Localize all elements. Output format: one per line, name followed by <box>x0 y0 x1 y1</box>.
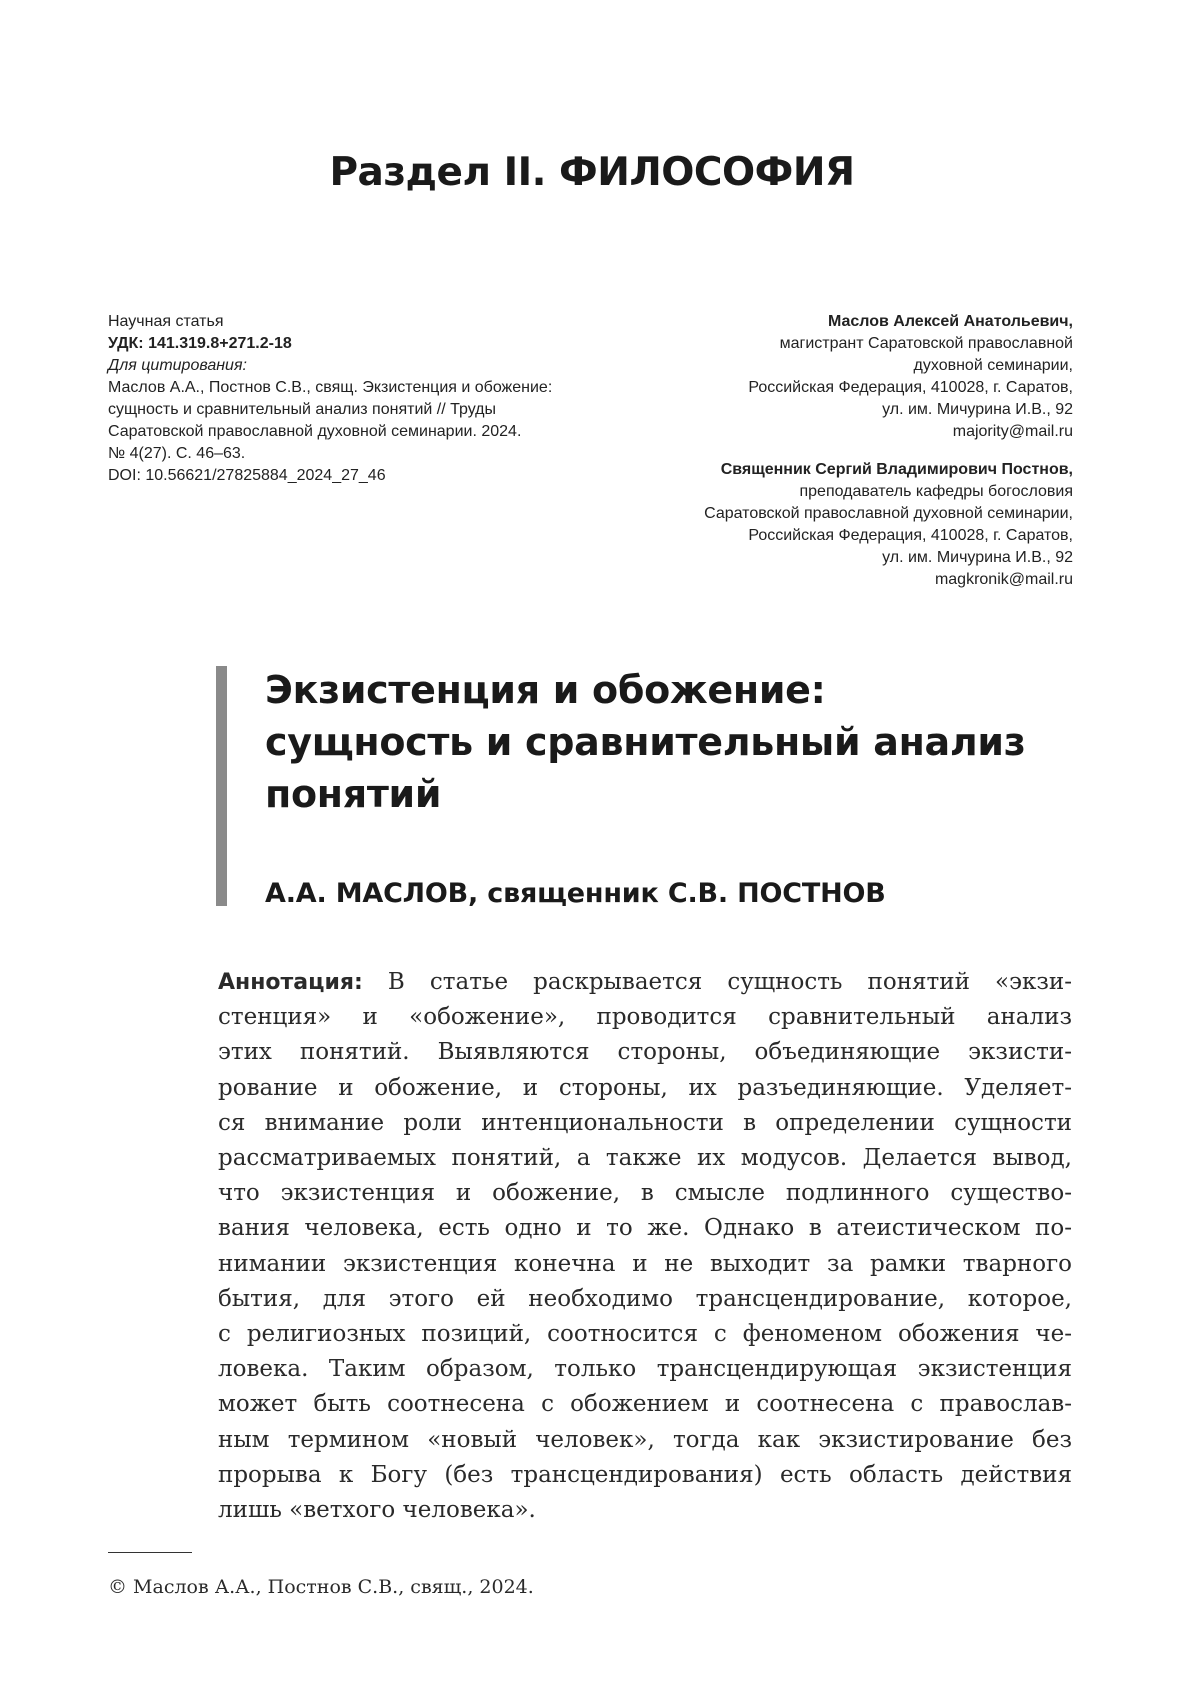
authors-info <box>553 311 1073 607</box>
annotation-line: стенция» и «обожение», проводится сравнительный анализ <box>218 1004 1072 1031</box>
author-name: Священник Сергий Владимирович Постнов, <box>720 461 1073 478</box>
udk-code: УДК: 141.319.8+271.2-18 <box>108 335 292 352</box>
copyright-notice: © Маслов А.А., Постнов С.В., свящ., 2024. <box>108 1576 534 1598</box>
annotation-label: Аннотация: <box>218 970 363 995</box>
author-block-postnov <box>553 459 1073 591</box>
annotation-line: может быть соотнесена с обожением и соотнесена с православ- <box>218 1391 1072 1418</box>
annotation-line: ным термином «новый человек», тогда как экзистирование без <box>218 1426 1072 1453</box>
annotation-line: ловека. Таким образом, только трансцендирующая экзистенция <box>218 1356 1072 1383</box>
annotation-line: прорыва к Богу (без трансцендирования) есть область действия <box>218 1461 1072 1488</box>
author-address: Российская Федерация, 410028, г. Саратов, <box>748 379 1073 396</box>
title-line: Экзистенция и обожение: <box>265 668 826 712</box>
annotation-line: ся внимание роли интенциональности в определении сущности <box>218 1109 1072 1136</box>
doi: DOI: 10.56621/27825884_2024_27_46 <box>108 467 386 484</box>
citation-line: сущность и сравнительный анализ понятий // Труды <box>108 401 496 418</box>
footnote-divider <box>108 1552 192 1553</box>
annotation-line <box>218 965 1072 1000</box>
citation-line: Саратовской православной духовной семинарии. 2024. <box>108 423 522 440</box>
annotation-line: нимании экзистенция конечна и не выходит за рамки тварного <box>218 1250 1072 1277</box>
author-affiliation: духовной семинарии, <box>913 357 1073 374</box>
author-email[interactable]: magkronik@mail.ru <box>934 571 1073 588</box>
title-line: понятий <box>265 772 442 816</box>
article-title <box>265 664 1125 820</box>
annotation-line: этих понятий. Выявляются стороны, объединяющие экзисти- <box>218 1039 1072 1066</box>
annotation-line: рассматриваемых понятий, а также их модусов. Делается вывод, <box>218 1145 1072 1172</box>
citation-line: № 4(27). С. 46–63. <box>108 445 246 462</box>
author-block-maslov <box>553 311 1073 443</box>
article-type: Научная статья <box>108 313 224 330</box>
section-heading: Раздел II. ФИЛОСОФИЯ <box>329 150 855 195</box>
annotation <box>218 965 1072 1528</box>
citation-label: Для цитирования: <box>108 357 247 374</box>
author-street: ул. им. Мичурина И.В., 92 <box>882 401 1073 418</box>
annotation-text: В статье раскрывается сущность понятий «экзи- <box>362 969 1072 995</box>
citation-line: Маслов А.А., Постнов С.В., свящ. Экзистенция и обожение: <box>108 379 553 396</box>
annotation-line: бытия, для этого ей необходимо трансцендирование, которое, <box>218 1285 1072 1312</box>
author-position: преподаватель кафедры богословия <box>799 483 1073 500</box>
annotation-line: вания человека, есть одно и то же. Однако в атеистическом по- <box>218 1215 1072 1242</box>
author-position: магистрант Саратовской православной <box>779 335 1073 352</box>
author-street: ул. им. Мичурина И.В., 92 <box>882 549 1073 566</box>
annotation-line: что экзистенция и обожение, в смысле подлинного существо- <box>218 1180 1072 1207</box>
article-meta <box>108 311 628 487</box>
author-email[interactable]: majority@mail.ru <box>952 423 1073 440</box>
title-line: сущность и сравнительный анализ <box>265 720 1026 764</box>
annotation-line: рование и обожение, и стороны, их разъединяющие. Уделяет- <box>218 1074 1072 1101</box>
annotation-line: с религиозных позиций, соотносится с феноменом обожения че- <box>218 1321 1072 1348</box>
title-accent-bar <box>216 666 227 906</box>
article-authors: А.А. МАСЛОВ, священник С.В. ПОСТНОВ <box>265 878 886 909</box>
annotation-line: лишь «ветхого человека». <box>218 1497 536 1524</box>
author-name: Маслов Алексей Анатольевич, <box>827 313 1073 330</box>
author-address: Российская Федерация, 410028, г. Саратов, <box>748 527 1073 544</box>
author-affiliation: Саратовской православной духовной семинарии, <box>704 505 1073 522</box>
